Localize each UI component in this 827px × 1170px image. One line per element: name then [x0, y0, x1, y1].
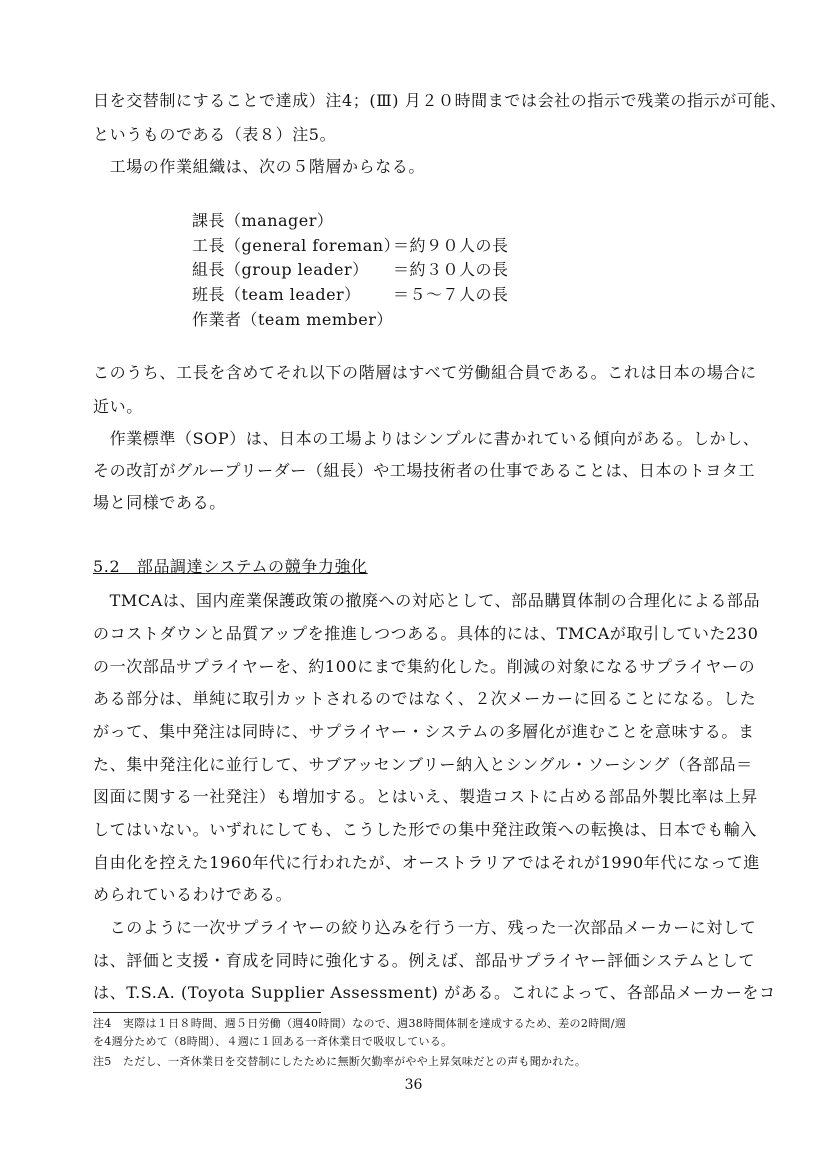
hierarchy-desc: ＝約９０人の長: [393, 236, 509, 255]
section-text-line: は、評価と支援・育成を同時に強化する。例えば、部品サプライヤー評価システムとして: [93, 951, 755, 970]
body-text-line: というものである（表８）注5。: [93, 125, 337, 144]
section-text-line: ある部分は、単純に取引カットされるのではなく、２次メーカーに回ることになる。した: [93, 689, 757, 708]
section-text-line: められているわけである。: [93, 885, 293, 904]
footnote-separator: [93, 1012, 321, 1013]
section-heading: 5.2 部品調達システムの競争力強化: [93, 557, 368, 576]
body-text-line: 近い。: [93, 397, 143, 416]
section-text-line: は、T.S.A. (Toyota Supplier Assessment) がある。これによって、各部品メーカーをコ: [93, 983, 776, 1002]
hierarchy-term: 組長（group leader）: [192, 260, 369, 279]
section-text-line: がって、集中発注は同時に、サプライヤー・システムの多層化が進むことを意味する。ま: [93, 722, 755, 741]
section-text-line: のコストダウンと品質アップを推進しつつある。具体的には、TMCAが取引していた230: [93, 624, 759, 643]
hierarchy-term: 工長（general foreman）: [192, 236, 401, 255]
hierarchy-term: 課長（manager）: [192, 211, 334, 230]
body-text-line: 作業標準（SOP）は、日本の工場よりはシンプルに書かれている傾向がある。しかし、: [93, 429, 760, 448]
section-text-line: TMCAは、国内産業保護政策の撤廃への対応として、部品購買体制の合理化による部品: [93, 591, 761, 610]
body-text-line: その改訂がグループリーダー（組長）や工場技術者の仕事であることは、日本のトヨタ工: [93, 461, 756, 480]
body-text-line: 場と同様である。: [93, 493, 226, 512]
section-text-line: 図面に関する一社発注）も増加する。とはいえ、製造コストに占める部品外製比率は上昇: [93, 787, 758, 806]
section-text-line: このように一次サプライヤーの絞り込みを行う一方、残った一次部品メーカーに対して: [93, 918, 757, 937]
section-text-line: た、集中発注化に並行して、サブアッセンブリー納入とシングル・ソーシング（各部品＝: [93, 755, 753, 774]
body-text-line: このうち、工長を含めてそれ以下の階層はすべて労働組合員である。これは日本の場合に: [93, 363, 757, 382]
section-text-line: 自由化を控えた1960年代に行われたが、オーストラリアではそれが1990年代になって進: [93, 853, 760, 872]
section-text-line: の一次部品サプライヤーを、約100にまで集約化した。削減の対象になるサプライヤーの: [93, 657, 756, 676]
hierarchy-desc: ＝５～７人の長: [393, 285, 509, 304]
footnote-line: 注5 ただし、一斉休業日を交替制にしたために無断欠勤率がやや上昇気味だとの声も聞かれた。: [93, 1055, 587, 1068]
footnote-line: 注4 実際は１日８時間、週５日労働（週40時間）なので、週38時間体制を達成するため、差の2時間/週: [93, 1017, 627, 1030]
hierarchy-desc: ＝約３０人の長: [393, 260, 509, 279]
footnote-line: を4週分ためて（8時間）、４週に１回ある一斉休業日で吸収している。: [93, 1035, 453, 1048]
body-text-line: 日を交替制にすることで達成）注4；(Ⅲ) 月２０時間までは会社の指示で残業の指示が可能、: [93, 91, 787, 110]
hierarchy-term: 班長（team leader）: [192, 285, 361, 304]
hierarchy-term: 作業者（team member）: [192, 310, 393, 329]
section-text-line: してはいない。いずれにしても、こうした形での集中発注政策への転換は、日本でも輸入: [93, 820, 758, 839]
page-number: 36: [404, 1077, 423, 1093]
body-text-line: 工場の作業組織は、次の５階層からなる。: [93, 157, 426, 176]
